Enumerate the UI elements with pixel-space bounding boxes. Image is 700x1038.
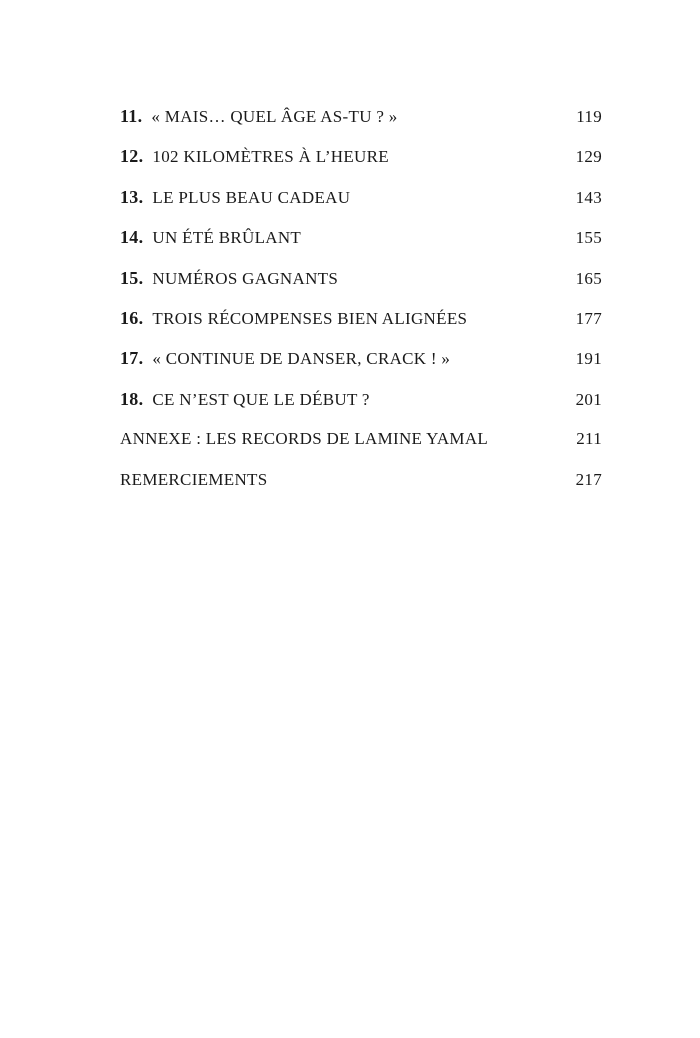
page-number: 201 [575, 389, 602, 409]
toc-entry-17[interactable] [120, 348, 602, 388]
toc-entry-remerciements[interactable] [120, 470, 602, 510]
page-number: 119 [576, 107, 602, 126]
chapter-title: NUMÉROS GAGNANTS [152, 268, 339, 288]
chapter-title: « CONTINUE DE DANSER, CRACK ! » [152, 349, 451, 369]
chapter-title: « MAIS… QUEL ÂGE AS-TU ? » [151, 107, 398, 126]
page-number: 129 [575, 147, 602, 167]
toc-entry-11[interactable] [120, 106, 602, 146]
page-number: 177 [575, 308, 602, 328]
page-number: 217 [575, 469, 602, 489]
page-number: 211 [576, 429, 602, 449]
page-number: 143 [575, 187, 602, 207]
toc-entry-annexe[interactable] [120, 429, 602, 469]
toc-entry-12[interactable] [120, 146, 602, 186]
chapter-number: 14. [120, 227, 144, 248]
chapter-number: 15. [120, 267, 144, 288]
chapter-title: CE N’EST QUE LE DÉBUT ? [152, 389, 370, 409]
chapter-number: 12. [120, 146, 144, 167]
chapter-number: 18. [120, 388, 144, 409]
chapter-number: 17. [120, 348, 144, 369]
chapter-number: 16. [120, 307, 144, 328]
chapter-number: 13. [120, 186, 144, 207]
page-number: 155 [575, 228, 602, 248]
toc-entry-14[interactable] [120, 227, 602, 267]
chapter-title: LE PLUS BEAU CADEAU [152, 187, 351, 207]
toc-entry-13[interactable] [120, 187, 602, 227]
table-of-contents [120, 106, 602, 510]
toc-entry-15[interactable] [120, 268, 602, 308]
toc-entry-16[interactable] [120, 308, 602, 348]
section-title: REMERCIEMENTS [120, 469, 268, 489]
chapter-title: UN ÉTÉ BRÛLANT [152, 228, 302, 248]
section-title: ANNEXE : LES RECORDS DE LAMINE YAMAL [120, 429, 489, 449]
chapter-title: 102 KILOMÈTRES À L’HEURE [152, 147, 389, 167]
toc-entry-18[interactable] [120, 389, 602, 429]
chapter-number: 11. [120, 106, 143, 126]
page-number: 165 [575, 268, 602, 288]
chapter-title: TROIS RÉCOMPENSES BIEN ALIGNÉES [152, 308, 468, 328]
page-number: 191 [575, 349, 602, 369]
